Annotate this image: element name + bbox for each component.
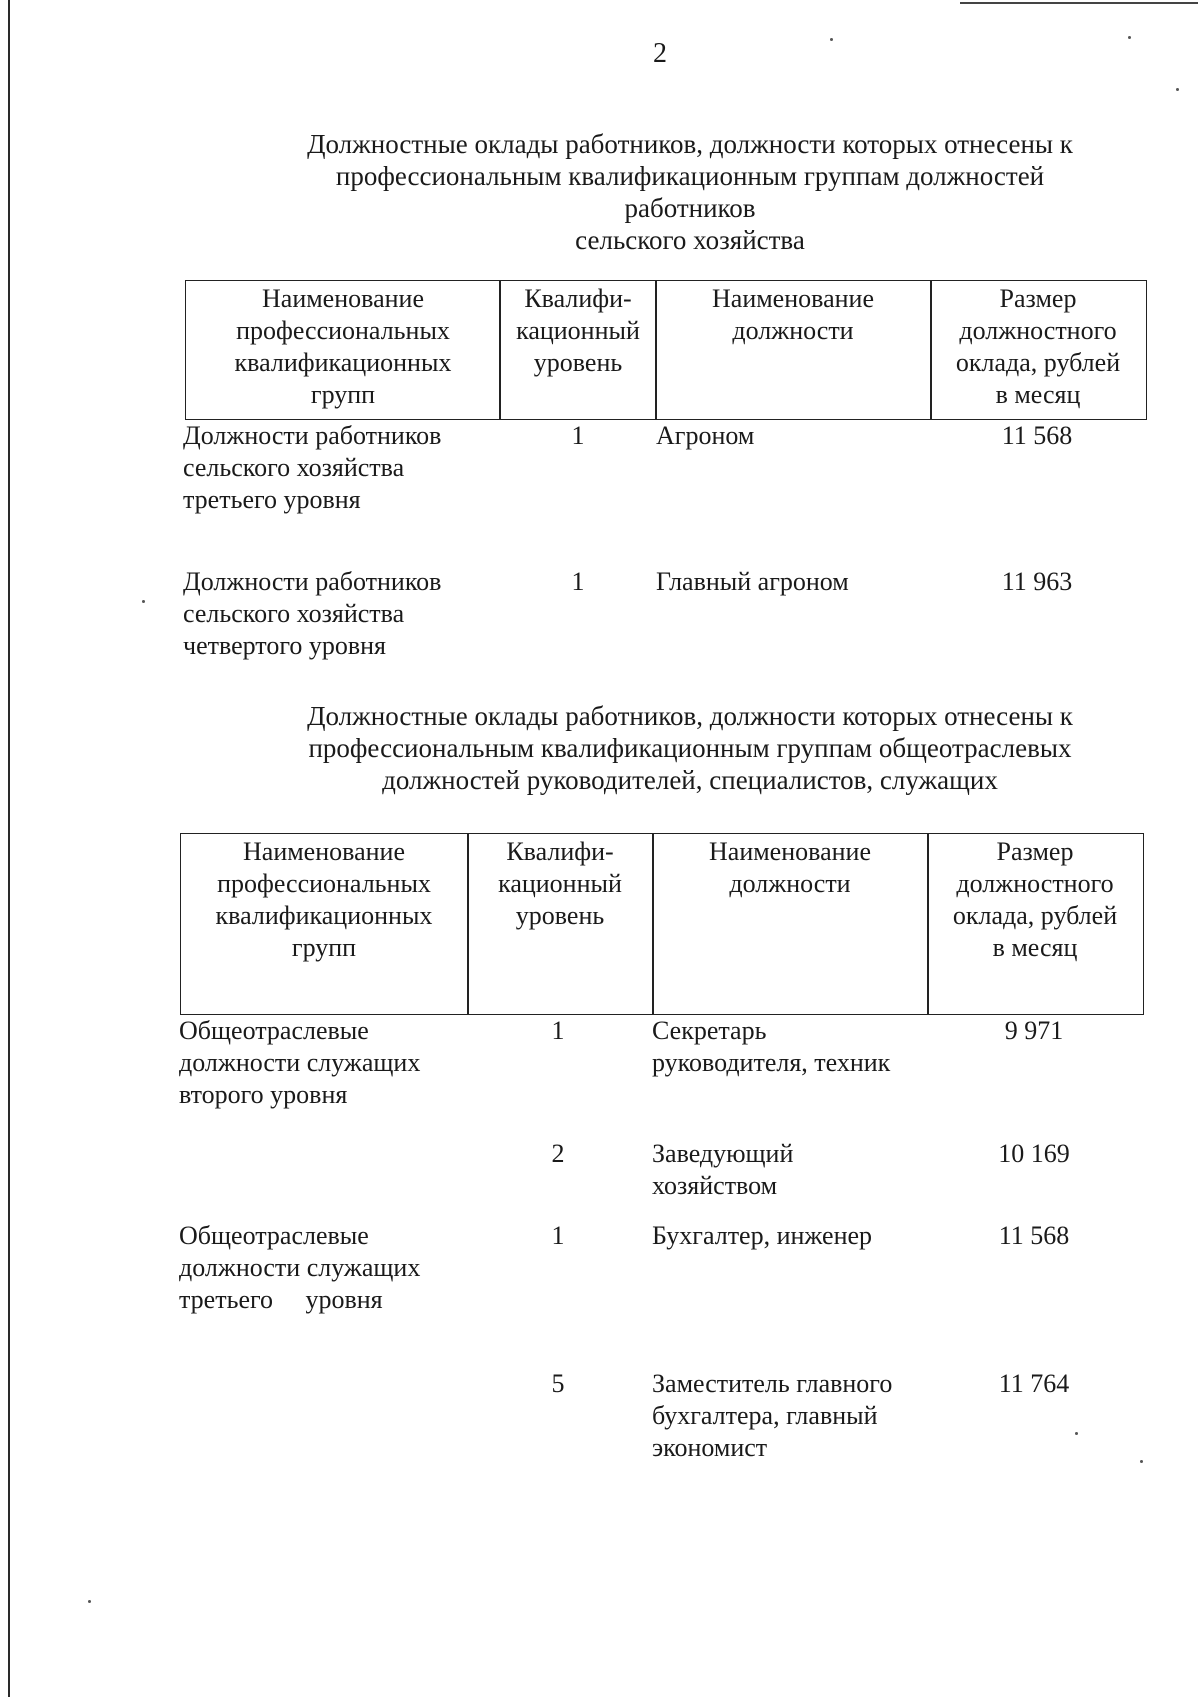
- page-top-border: [960, 2, 1198, 4]
- header-text: должности: [729, 869, 851, 898]
- cell-text: Бухгалтер, инженер: [652, 1221, 873, 1250]
- row5-position: [652, 1220, 872, 1252]
- header-text: Наименование: [262, 284, 424, 313]
- header-text: в месяц: [995, 380, 1081, 409]
- header-text: уровень: [533, 348, 623, 377]
- row1-salary: 11 568: [1001, 421, 1073, 450]
- row2-position: [656, 566, 849, 598]
- header-text: Размер: [999, 284, 1077, 313]
- header-position: [653, 834, 927, 1014]
- header-text: оклада, рублей: [955, 348, 1121, 377]
- row4-level: 2: [551, 1139, 565, 1168]
- scan-speck: [1140, 1460, 1143, 1463]
- scan-speck: [1176, 88, 1179, 91]
- row2-salary: 11 963: [1001, 567, 1073, 596]
- header-group: [186, 281, 500, 419]
- header-text: должностного: [956, 869, 1114, 898]
- cell-text: должности служащих: [179, 1253, 421, 1282]
- header-text: в месяц: [992, 933, 1078, 962]
- row1-group: [183, 420, 441, 516]
- header-text: оклада, рублей: [952, 901, 1118, 930]
- header-salary: [931, 281, 1145, 419]
- header-text: Наименование: [712, 284, 874, 313]
- header-text: кационный: [498, 869, 622, 898]
- header-text: профессиональных: [236, 316, 450, 345]
- page-number: 2: [653, 38, 667, 69]
- heading-line: сельского хозяйства: [575, 225, 805, 255]
- cell-text: второго уровня: [179, 1080, 348, 1109]
- section2-heading: [260, 700, 1120, 796]
- row4-salary: 10 169: [998, 1139, 1070, 1168]
- cell-text: экономист: [652, 1433, 768, 1462]
- heading-line: должностей руководителей, специалистов, служащих: [382, 765, 998, 795]
- section2-table-header: [180, 833, 1144, 1015]
- header-text: квалификационных: [215, 901, 433, 930]
- heading-line: работников: [624, 193, 756, 223]
- cell-text: Должности работников: [183, 567, 442, 596]
- header-text: уровень: [515, 901, 605, 930]
- cell-text: сельского хозяйства: [183, 453, 405, 482]
- scan-speck: [142, 600, 145, 603]
- header-salary: [928, 834, 1142, 1014]
- row4-position: [652, 1138, 793, 1202]
- header-group: [181, 834, 467, 1014]
- cell-text: Общеотраслевые: [179, 1221, 369, 1250]
- heading-line: Должностные оклады работников, должности которых отнесены к: [307, 129, 1073, 159]
- row3-salary: 9 971: [1004, 1016, 1064, 1045]
- header-text: групп: [291, 933, 357, 962]
- header-text: Наименование: [243, 837, 405, 866]
- header-text: Размер: [996, 837, 1074, 866]
- cell-text: четвертого уровня: [183, 631, 386, 660]
- header-level: [468, 834, 652, 1014]
- cell-text: бухгалтера, главный: [652, 1401, 878, 1430]
- row3-group: [179, 1015, 420, 1111]
- heading-line: профессиональным квалификационным группам должностей: [335, 161, 1045, 191]
- row6-level: 5: [551, 1369, 565, 1398]
- row1-level: 1: [571, 421, 585, 450]
- cell-text: руководителя, техник: [652, 1048, 891, 1077]
- header-text: профессиональных: [217, 869, 431, 898]
- cell-text: должности служащих: [179, 1048, 421, 1077]
- header-text: Квалифи-: [524, 284, 632, 313]
- header-position: [656, 281, 930, 419]
- header-text: кационный: [516, 316, 640, 345]
- row2-group: [183, 566, 441, 662]
- cell-text: Заместитель главного: [652, 1369, 893, 1398]
- header-text: должностного: [959, 316, 1117, 345]
- scan-speck: [1128, 36, 1131, 39]
- cell-text: Агроном: [656, 421, 755, 450]
- row5-group: [179, 1220, 420, 1316]
- scan-speck: [830, 38, 833, 41]
- cell-text: сельского хозяйства: [183, 599, 405, 628]
- header-text: групп: [310, 380, 376, 409]
- cell-text: хозяйством: [652, 1171, 778, 1200]
- cell-text: Главный агроном: [656, 567, 849, 596]
- heading-line: профессиональным квалификационным группам общеотраслевых: [308, 733, 1072, 763]
- header-text: квалификационных: [234, 348, 452, 377]
- header-text: должности: [732, 316, 854, 345]
- cell-text: третьего уровня: [183, 485, 361, 514]
- cell-text: Заведующий: [652, 1139, 794, 1168]
- row3-level: 1: [551, 1016, 565, 1045]
- cell-text: Секретарь: [652, 1016, 767, 1045]
- row5-salary: 11 568: [998, 1221, 1070, 1250]
- row6-position: [652, 1368, 892, 1464]
- scan-speck: [88, 1600, 91, 1603]
- header-text: Квалифи-: [506, 837, 614, 866]
- header-level: [500, 281, 656, 419]
- page-left-border: [8, 0, 10, 1697]
- scan-speck: [1075, 1432, 1078, 1435]
- cell-text: Общеотраслевые: [179, 1016, 369, 1045]
- cell-text: Должности работников: [183, 421, 442, 450]
- row1-position: [656, 420, 754, 452]
- row5-level: 1: [551, 1221, 565, 1250]
- cell-text: третьего уровня: [179, 1285, 383, 1314]
- section1-heading: [260, 128, 1120, 256]
- row3-position: [652, 1015, 890, 1079]
- row6-salary: 11 764: [998, 1369, 1070, 1398]
- section1-table-header: [185, 280, 1147, 420]
- header-text: Наименование: [709, 837, 871, 866]
- heading-line: Должностные оклады работников, должности которых отнесены к: [307, 701, 1073, 731]
- row2-level: 1: [571, 567, 585, 596]
